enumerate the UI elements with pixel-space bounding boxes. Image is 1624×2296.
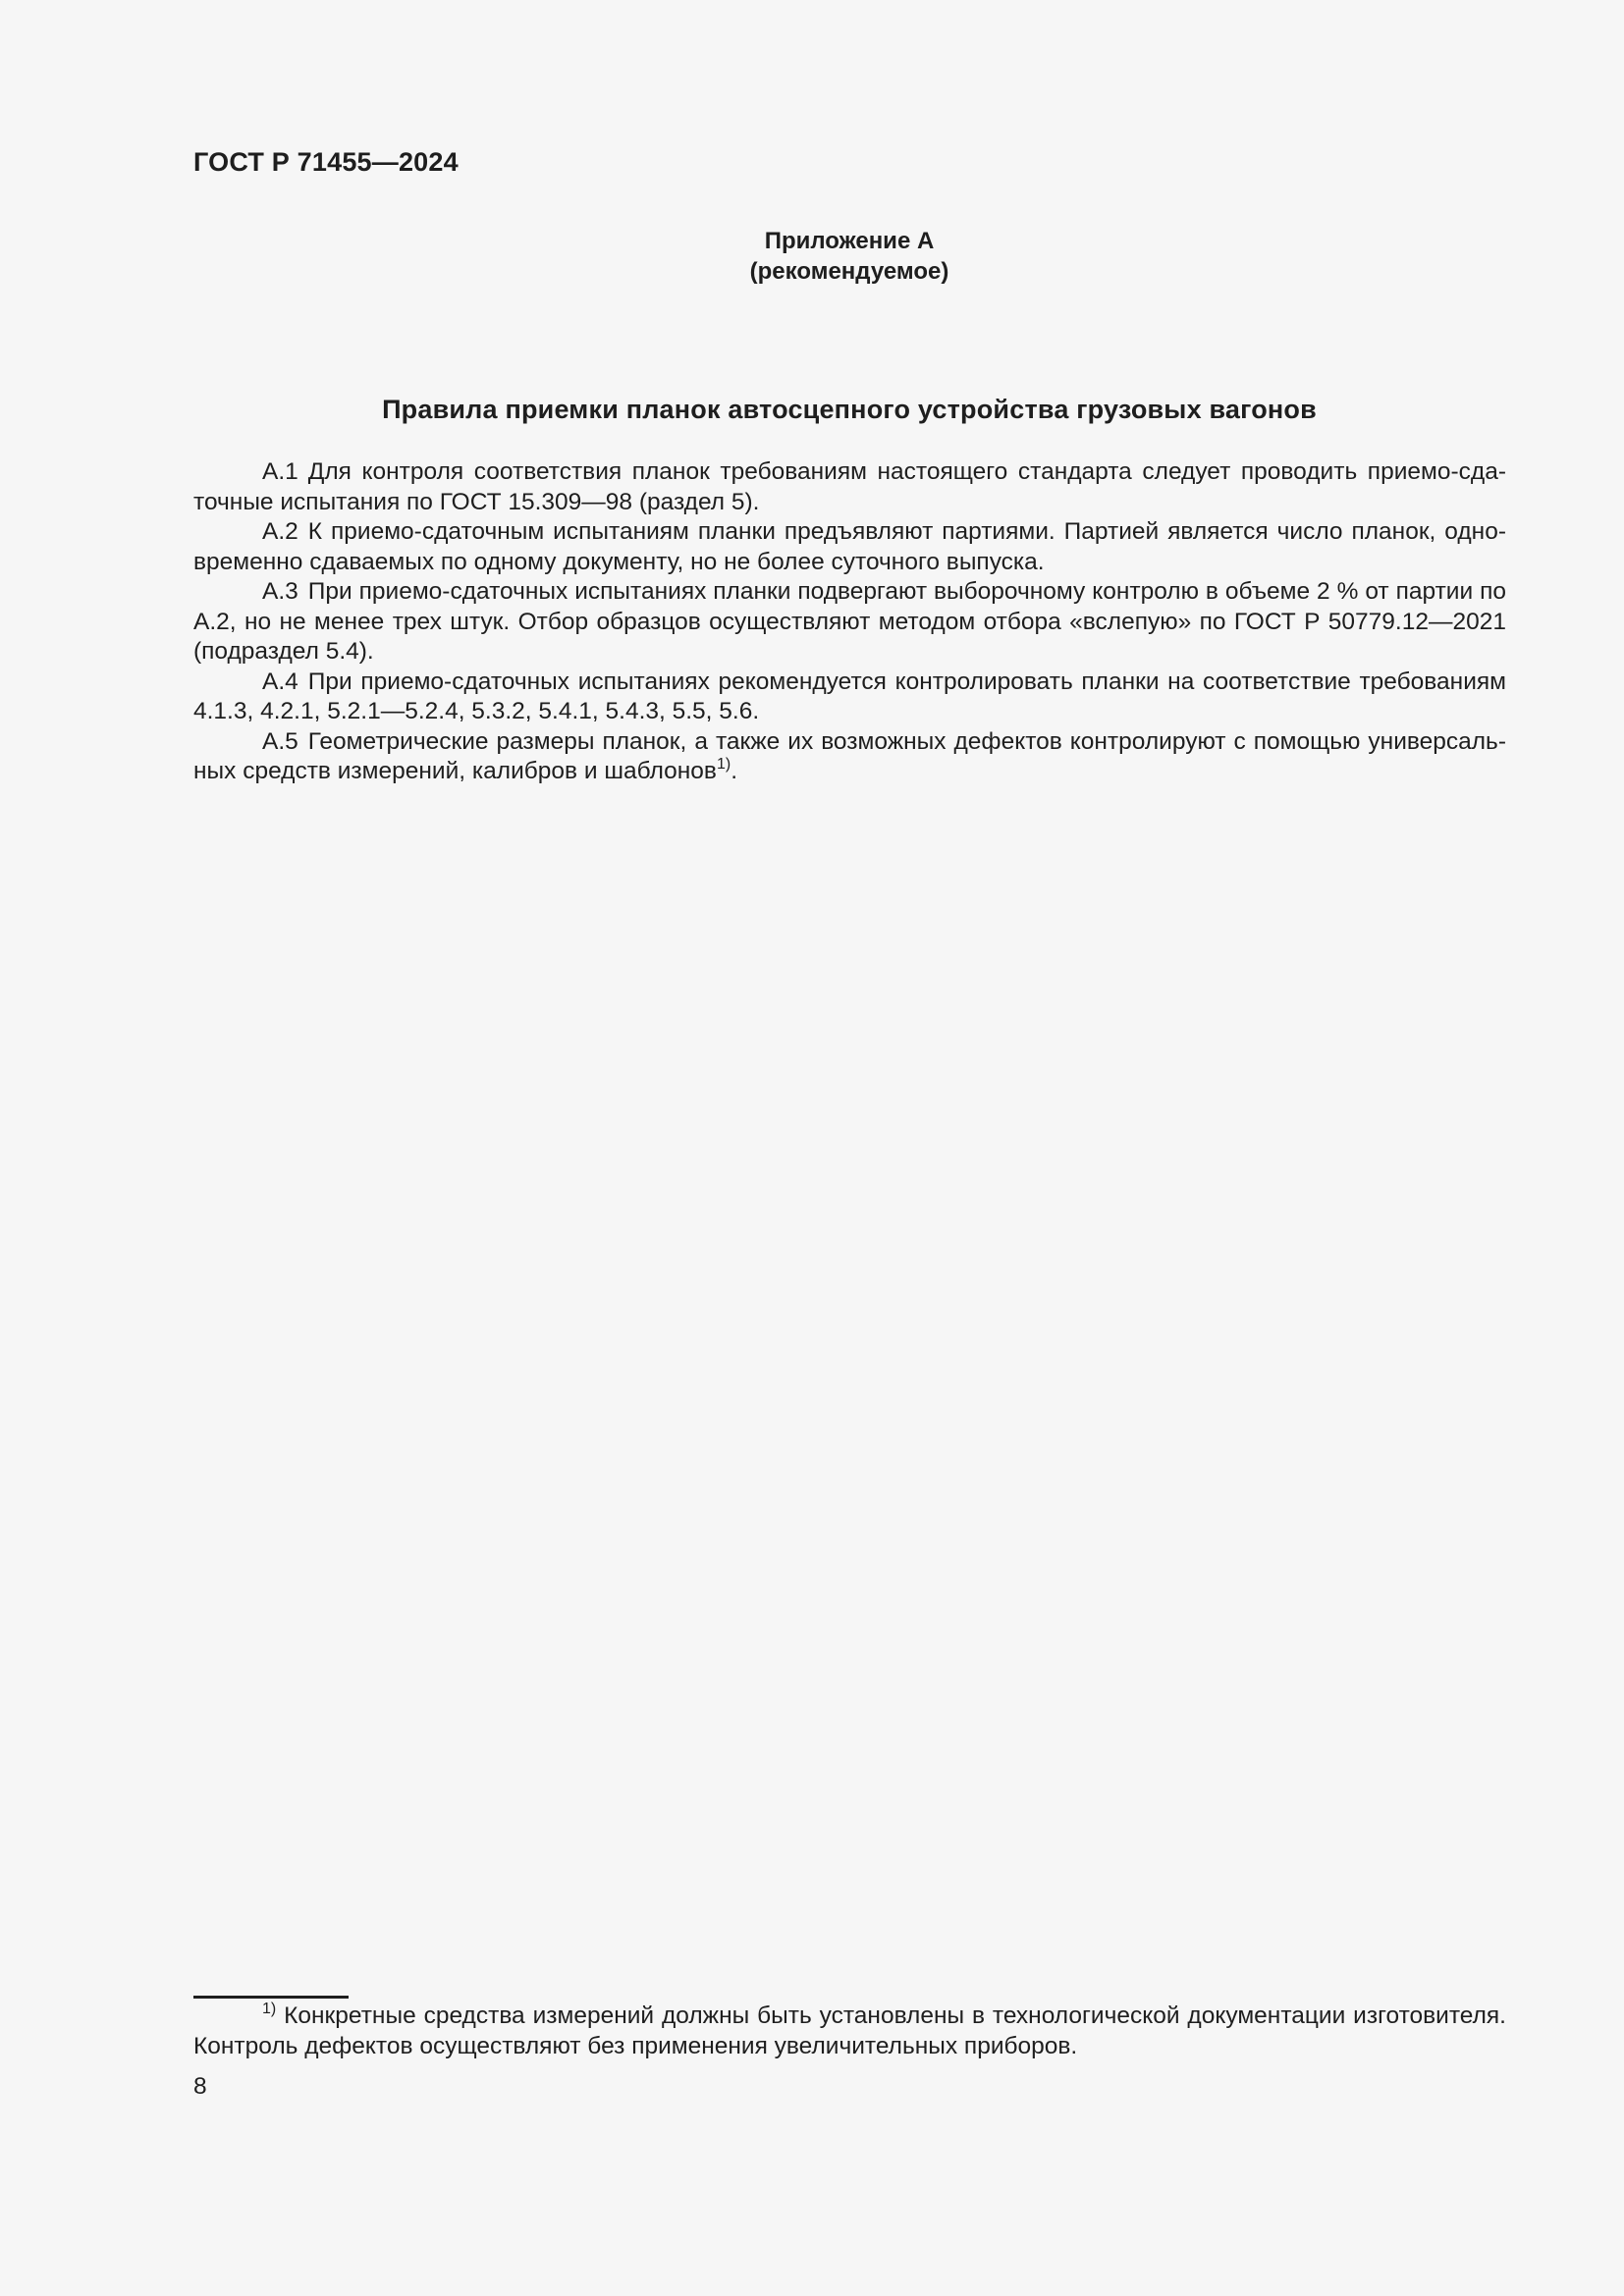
- paragraph-number: А.5: [262, 727, 298, 755]
- appendix-status: (рекомендуемое): [749, 258, 949, 285]
- footnote-reference: 1): [716, 756, 731, 773]
- footnote-separator: [193, 1996, 349, 1999]
- paragraph-text: При приемо-сдаточных испытаниях планки подвергают выборочному контролю в объеме 2 % от партии по А.2, но не менее трех штук. Отбор образцов осуществляют методом отбора «вслепую» по ГОСТ Р 50779.12—2021 (подраздел 5.4).: [193, 578, 1506, 665]
- footnote-text: Конкретные средства измерений должны быть установлены в технологической документации изготовителя. Контроль дефектов осуществляют без применения увеличительных приборов.: [193, 2002, 1506, 2059]
- paragraph-a3: [193, 577, 1506, 667]
- paragraph-text: При приемо-сдаточных испытаниях рекомендуется контролировать планки на соответствие требованиям 4.1.3, 4.2.1, 5.2.1—5.2.4, 5.3.2, 5.4.1, 5.4.3, 5.5, 5.6.: [193, 667, 1506, 724]
- paragraph-number: А.2: [262, 518, 298, 545]
- paragraph-number: А.4: [262, 667, 298, 695]
- paragraph-text: К приемо-сдаточным испытаниям планки предъявляют партиями. Партией является число планок, одновременно сдаваемых по одному документу, но не более суточного выпуска.: [193, 518, 1506, 575]
- document-body: [193, 457, 1506, 787]
- paragraph-a1: [193, 457, 1506, 517]
- document-code: ГОСТ Р 71455—2024: [193, 147, 459, 177]
- appendix-title: Приложение А: [764, 228, 935, 254]
- paragraph-text: Геометрические размеры планок, а также их возможных дефектов контролируют с помощью универсальных средств измерений, калибров и шаблонов: [193, 727, 1506, 784]
- footnote: [193, 2002, 1506, 2061]
- paragraph-a5: [193, 727, 1506, 787]
- paragraph-number: А.1: [262, 458, 298, 485]
- paragraph-text: Для контроля соответствия планок требованиям настоящего стандарта следует проводить приемо-сдаточные испытания по ГОСТ 15.309—98 (раздел 5).: [193, 458, 1506, 515]
- footnote-marker: 1): [262, 2001, 277, 2017]
- page-number: 8: [193, 2073, 207, 2100]
- paragraph-a4: [193, 667, 1506, 727]
- section-title: Правила приемки планок автосцепного устройства грузовых вагонов: [382, 395, 1317, 424]
- paragraph-tail: .: [731, 758, 737, 784]
- paragraph-number: А.3: [262, 578, 298, 605]
- paragraph-a2: [193, 517, 1506, 577]
